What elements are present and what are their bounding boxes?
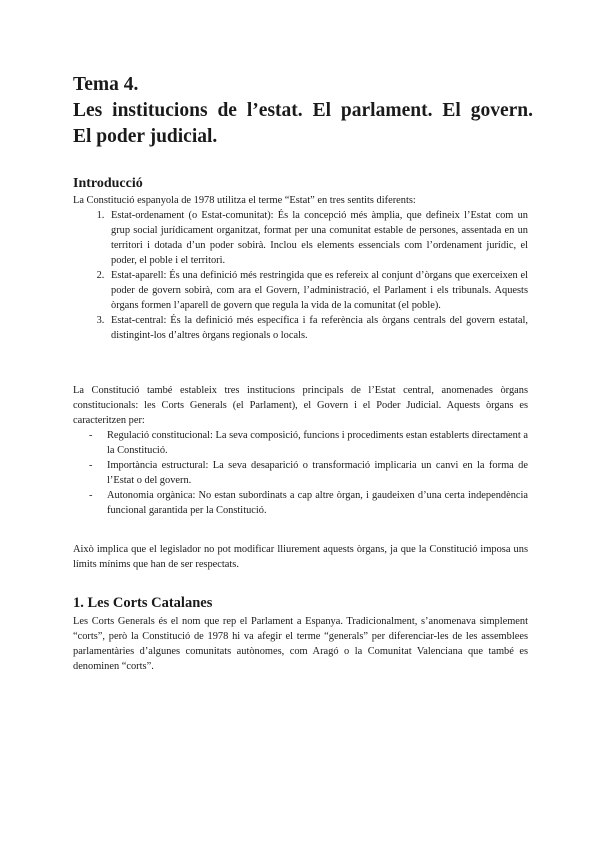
introduccio-block-1 [73,193,528,343]
corts-generals-paragraph: Les Corts Generals és el nom que rep el Parlament a Espanya. Tradicionalment, s’anomenava simplement “corts”, però la Constitució de 1978 hi va afegir el terme “generals” per diferenciar-les de les assemblees parlamentàries d’algunes comunitats autònomes, com Aragó o la Comunitat Valenciana que també es denominen “corts”. [73,616,528,672]
section-1-heading: 1. Les Corts Catalanes [73,595,213,611]
list-item: - Regulació constitucional: La seva composició, funcions i procediments estan establerts directament a la Constitució. [107,428,528,458]
limits-paragraph: Això implica que el legislador no pot modificar lliurement aquests òrgans, ja que la Constitució imposa uns límits mínims que han de ser respectats. [73,544,528,570]
list-item: - Importància estructural: La seva desaparició o transformació implicaria un canvi en la forma de l’Estat o del govern. [107,458,528,488]
introduccio-block-2 [73,383,528,518]
title-line-1: Tema 4. [73,74,139,95]
list-item: 2. Estat-aparell: És una definició més restringida que es refereix al conjunt d’òrgans que exerceixen el poder de govern sobirà, com ara el Govern, l’administració, el Parlament i els tribunals. Aquests òrgans formen l’aparell de govern que regula la vida de la comunitat (el poble). [107,268,528,313]
title-line-3: El poder judicial. [73,126,218,147]
introduccio-block-3 [73,542,528,572]
list-item: 1. Estat-ordenament (o Estat-comunitat): És la concepció més àmplia, que defineix l’Estat com un grup social jurídicament organitzat, format per una comunitat estable de persones, assentada en un territori i dotada d’un poder sobirà. Inclou els elements essencials com l’ordenament jurídic, el poder, el poble i el territori. [107,208,528,268]
organs-constitucionals-paragraph: La Constitució també estableix tres institucions principals de l’Estat central, anomenades òrgans constitucionals: les Corts Generals (el Parlament), el Govern i el Poder Judicial. Aquests òrgans es caracteritzen per: [73,385,528,426]
list-item: - Autonomia orgànica: No estan subordinats a cap altre òrgan, i gaudeixen d’una certa independència funcional garantida per la Constitució. [107,488,528,518]
caracteristiques-list [73,428,528,518]
estat-senses-list [73,208,528,343]
introduccio-heading: Introducció [73,176,143,191]
section-1-block [73,614,528,674]
introduccio-intro-paragraph: La Constitució espanyola de 1978 utilitza el terme “Estat” en tres sentits diferents: [73,195,416,206]
title-line-2: Les institucions de l’estat. El parlament. El govern. [73,100,533,121]
document-title [73,72,533,150]
list-item: 3. Estat-central: És la definició més específica i fa referència als òrgans centrals del govern estatal, distingint-los d’altres òrgans regionals o locals. [107,313,528,343]
